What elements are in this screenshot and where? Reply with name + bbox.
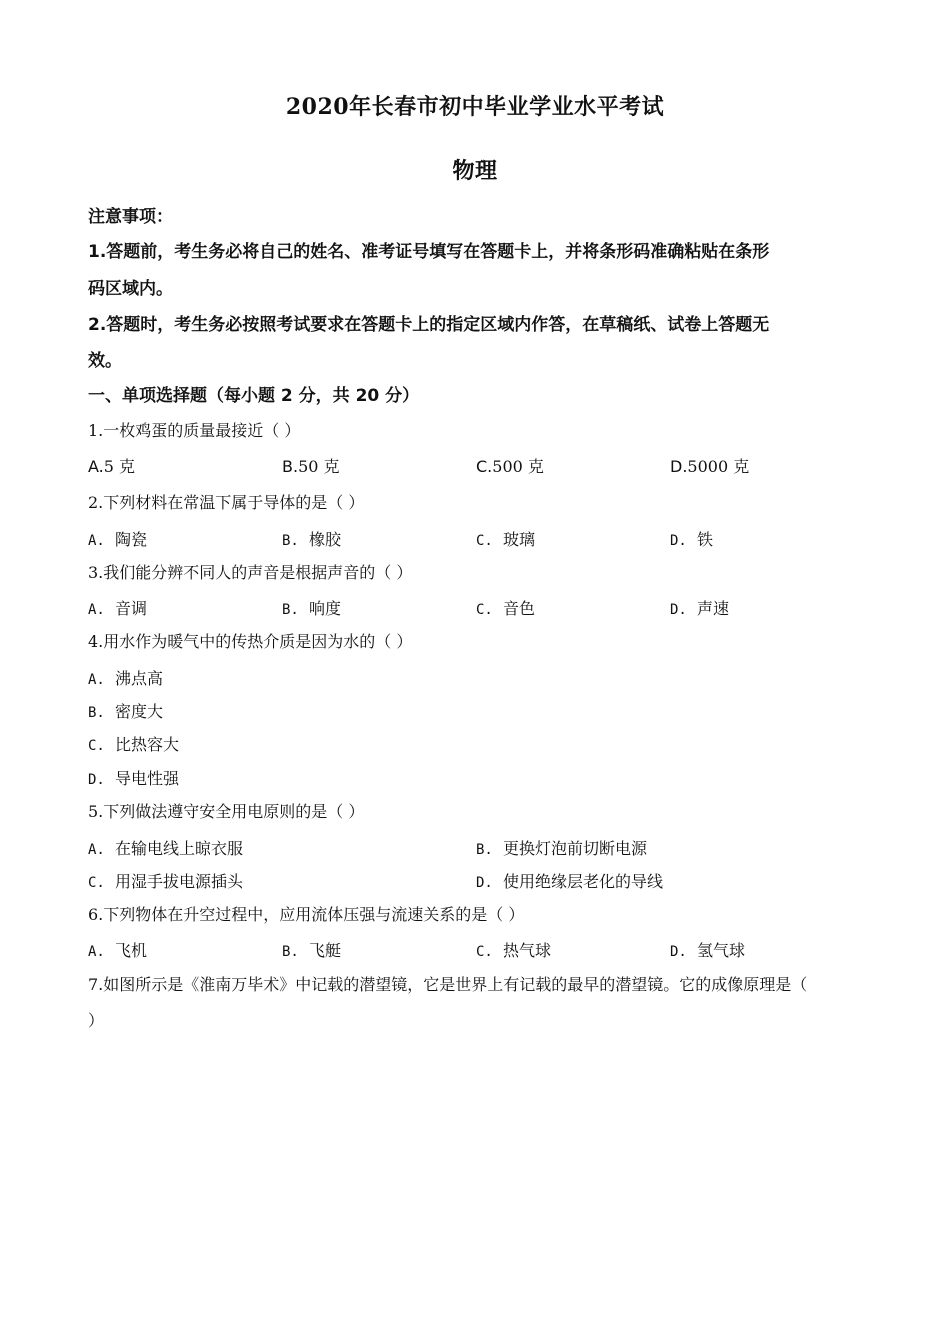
option-text: 用湿手拔电源插头 [115,872,244,891]
option-text: 陶瓷 [115,530,148,549]
option-text: 飞机 [115,941,148,960]
option-letter: C. [476,533,493,549]
option-text: 橡胶 [309,530,342,549]
option-letter: A. [88,457,104,476]
question-6-option-b[interactable] [282,941,341,962]
option-letter: C. [476,602,493,618]
option-letter: D. [670,602,687,618]
question-2-option-c[interactable] [476,530,535,551]
option-text: 飞艇 [309,941,342,960]
question-6-option-a[interactable] [88,941,147,962]
note-1-line-2: 码区域内。 [88,279,173,299]
question-4-stem: 4.用水作为暖气中的传热介质是因为水的（ ） [88,632,413,651]
note-2-line-1: 2.答题时，考生务必按照考试要求在答题卡上的指定区域内作答，在草稿纸、试卷上答题无 [88,315,770,335]
question-6-option-d[interactable] [670,941,745,962]
option-text: 音调 [115,599,148,618]
exam-title: 2020年长春市初中毕业学业水平考试 [285,94,665,120]
question-3-option-a[interactable] [88,599,147,620]
option-text: 密度大 [115,702,164,721]
option-text: 玻璃 [503,530,536,549]
note-1-line-1: 1.答题前，考生务必将自己的姓名、准考证号填写在答题卡上，并将条形码准确粘贴在条形 [88,242,770,262]
option-text: 比热容大 [115,735,180,754]
question-3-option-d[interactable] [670,599,729,620]
option-letter: C. [88,875,105,891]
question-1-option-c[interactable] [476,457,544,477]
option-text: 在输电线上晾衣服 [115,839,244,858]
question-2-option-b[interactable] [282,530,341,551]
option-text: 铁 [697,530,714,549]
question-1-stem: 1.一枚鸡蛋的质量最接近（ ） [88,421,301,440]
option-letter: B. [282,457,299,476]
option-text: 沸点高 [115,669,164,688]
option-text: 使用绝缘层老化的导线 [503,872,664,891]
question-6-option-c[interactable] [476,941,551,962]
subject-title: 物理 [452,158,498,184]
option-text: 5000 克 [687,457,750,476]
question-5-option-d[interactable] [476,872,663,893]
option-letter: B. [88,705,105,721]
question-4-option-a[interactable] [88,669,163,690]
question-7-stem-line-2: ） [88,1011,105,1030]
question-5-option-a[interactable] [88,839,243,860]
question-1-option-d[interactable] [670,457,749,477]
option-text: 导电性强 [115,769,180,788]
option-text: 音色 [503,599,536,618]
option-text: 声速 [697,599,730,618]
option-letter: B. [476,842,493,858]
option-text: 响度 [309,599,342,618]
question-4-option-c[interactable] [88,735,179,756]
section-1-heading: 一、单项选择题（每小题 2 分，共 20 分） [88,386,420,406]
option-text: 氢气球 [697,941,746,960]
question-3-option-b[interactable] [282,599,341,620]
question-1-option-b[interactable] [282,457,340,477]
question-5-stem: 5.下列做法遵守安全用电原则的是（ ） [88,802,365,821]
option-letter: D. [670,533,687,549]
option-text: 热气球 [503,941,552,960]
question-2-option-a[interactable] [88,530,147,551]
option-text: 5 克 [103,457,136,476]
option-letter: A. [88,672,105,688]
question-2-option-d[interactable] [670,530,713,551]
notes-heading: 注意事项： [88,207,173,227]
option-text: 更换灯泡前切断电源 [503,839,648,858]
option-text: 500 克 [492,457,544,476]
question-2-stem: 2.下列材料在常温下属于导体的是（ ） [88,493,365,512]
question-5-option-b[interactable] [476,839,647,860]
question-3-option-c[interactable] [476,599,535,620]
option-letter: D. [476,875,493,891]
option-letter: B. [282,944,299,960]
option-letter: A. [88,944,105,960]
note-2-line-2: 效。 [88,351,122,371]
question-6-stem: 6.下列物体在升空过程中，应用流体压强与流速关系的是（ ） [88,905,525,924]
option-letter: D. [670,944,687,960]
option-letter: C. [476,944,493,960]
question-5-option-c[interactable] [88,872,243,893]
option-letter: B. [282,533,299,549]
option-letter: C. [88,738,105,754]
question-3-stem: 3.我们能分辨不同人的声音是根据声音的（ ） [88,563,413,582]
option-letter: C. [476,457,493,476]
option-text: 50 克 [298,457,340,476]
option-letter: A. [88,842,105,858]
option-letter: D. [670,457,688,476]
question-4-option-d[interactable] [88,769,179,790]
option-letter: A. [88,533,105,549]
question-1-option-a[interactable] [88,457,135,477]
option-letter: A. [88,602,105,618]
question-7-stem-line-1: 7.如图所示是《淮南万毕术》中记载的潜望镜，它是世界上有记载的最早的潜望镜。它的成像原理是（ [88,975,808,994]
option-letter: D. [88,772,105,788]
option-letter: B. [282,602,299,618]
question-4-option-b[interactable] [88,702,163,723]
